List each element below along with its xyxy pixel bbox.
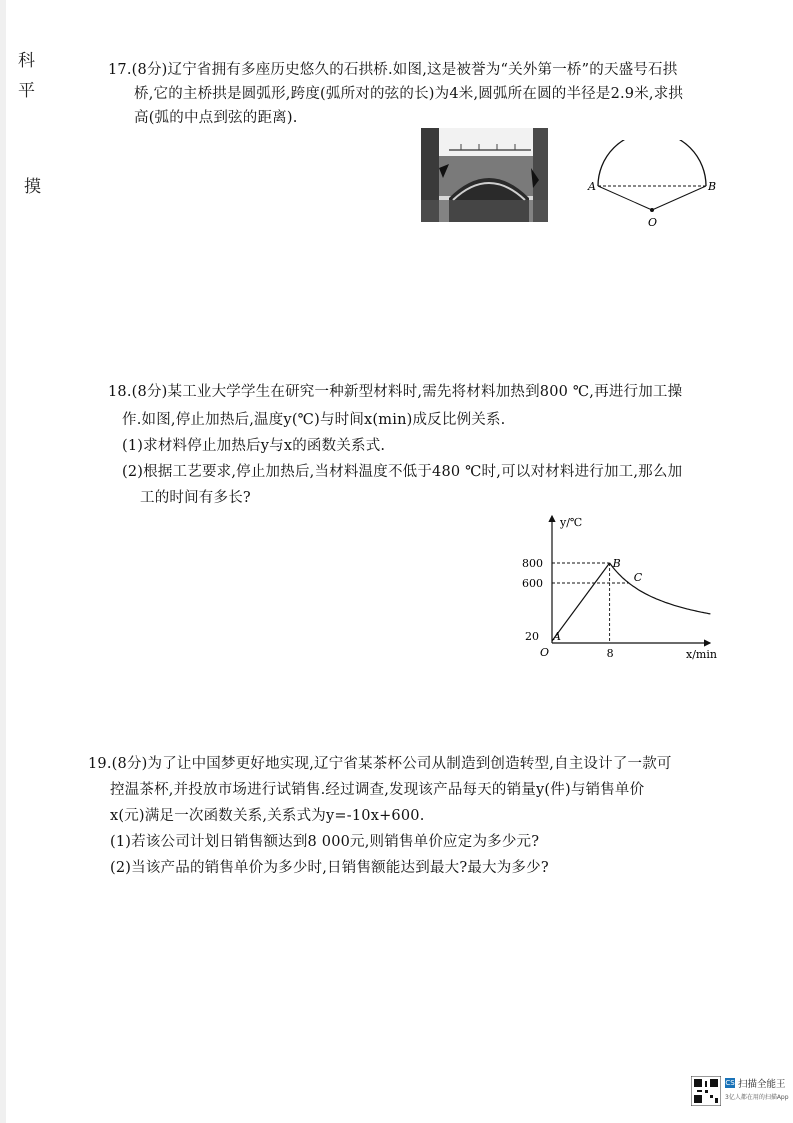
margin-note-1: 科 [18,51,36,71]
stamp-title: 扫描全能王 [738,1079,786,1090]
label-a: A [588,180,596,193]
point-label-b: B [612,557,621,570]
stamp-subtitle: 3亿人都在用的扫描App [725,1094,789,1101]
margin-note-3: 摸 [24,177,42,197]
point-label-c: C [633,571,643,584]
q19-line-3: x(元)满足一次函数关系,关系式为y=-10x+600. [110,808,425,824]
q18-line-5: 工的时间有多长? [140,490,251,506]
q19-line-5: (2)当该产品的销售单价为多少时,日销售额能达到最大?最大为多少? [110,860,549,876]
y-tick-20: 20 [525,630,539,643]
x-axis-label: x/min [686,648,717,661]
bridge-photo [421,128,548,222]
temperature-chart [520,508,730,668]
q17-line-3: 高(弧的中点到弦的距离). [134,110,298,126]
point-label-a: A [553,630,561,643]
y-axis-label: y/℃ [560,516,583,529]
x-tick-8: 8 [606,647,614,660]
scanner-stamp [691,1075,789,1107]
cs-logo-icon: CS [725,1079,735,1087]
label-b: B [708,180,717,193]
q18-line-4: (2)根据工艺要求,停止加热后,当材料温度不低于480 ℃时,可以对材料进行加工,那么加 [122,464,683,480]
origin-label: O [540,646,550,659]
q17-line-2: 桥,它的主桥拱是圆弧形,跨度(弧所对的弦的长)为4米,圆弧所在圆的半径是2.9米,求拱 [134,86,684,102]
q18-line-3: (1)求材料停止加热后y与x的函数关系式. [122,438,386,454]
q18-line-2: 作.如图,停止加热后,温度y(℃)与时间x(min)成反比例关系. [122,412,506,428]
scan-edge [0,0,6,1123]
q19-line-4: (1)若该公司计划日销售额达到8 000元,则销售单价应定为多少元? [110,834,540,850]
arc [598,140,706,186]
radius-oa [598,186,652,210]
q18-line-1: 18.(8分)某工业大学学生在研究一种新型材料时,需先将材料加热到800 ℃,再进行加工操 [108,384,683,400]
y-tick-800: 800 [522,557,543,570]
q19-line-1: 19.(8分)为了让中国梦更好地实现,辽宁省某茶杯公司从制造到创造转型,自主设计了一款可 [88,756,672,772]
radius-ob [652,186,706,210]
label-o: O [648,216,658,229]
y-tick-600: 600 [522,577,543,590]
q17-line-1: 17.(8分)辽宁省拥有多座历史悠久的石拱桥.如图,这是被誉为“关外第一桥”的天盛号石拱 [108,62,678,78]
series-curve-cooling [610,563,711,614]
qr-code-icon [691,1076,721,1106]
q19-line-2: 控温茶杯,并投放市场进行试销售.经过调查,发现该产品每天的销量y(件)与销售单价 [110,782,645,798]
arc-diagram [582,140,722,230]
margin-note-2: 平 [18,81,36,101]
